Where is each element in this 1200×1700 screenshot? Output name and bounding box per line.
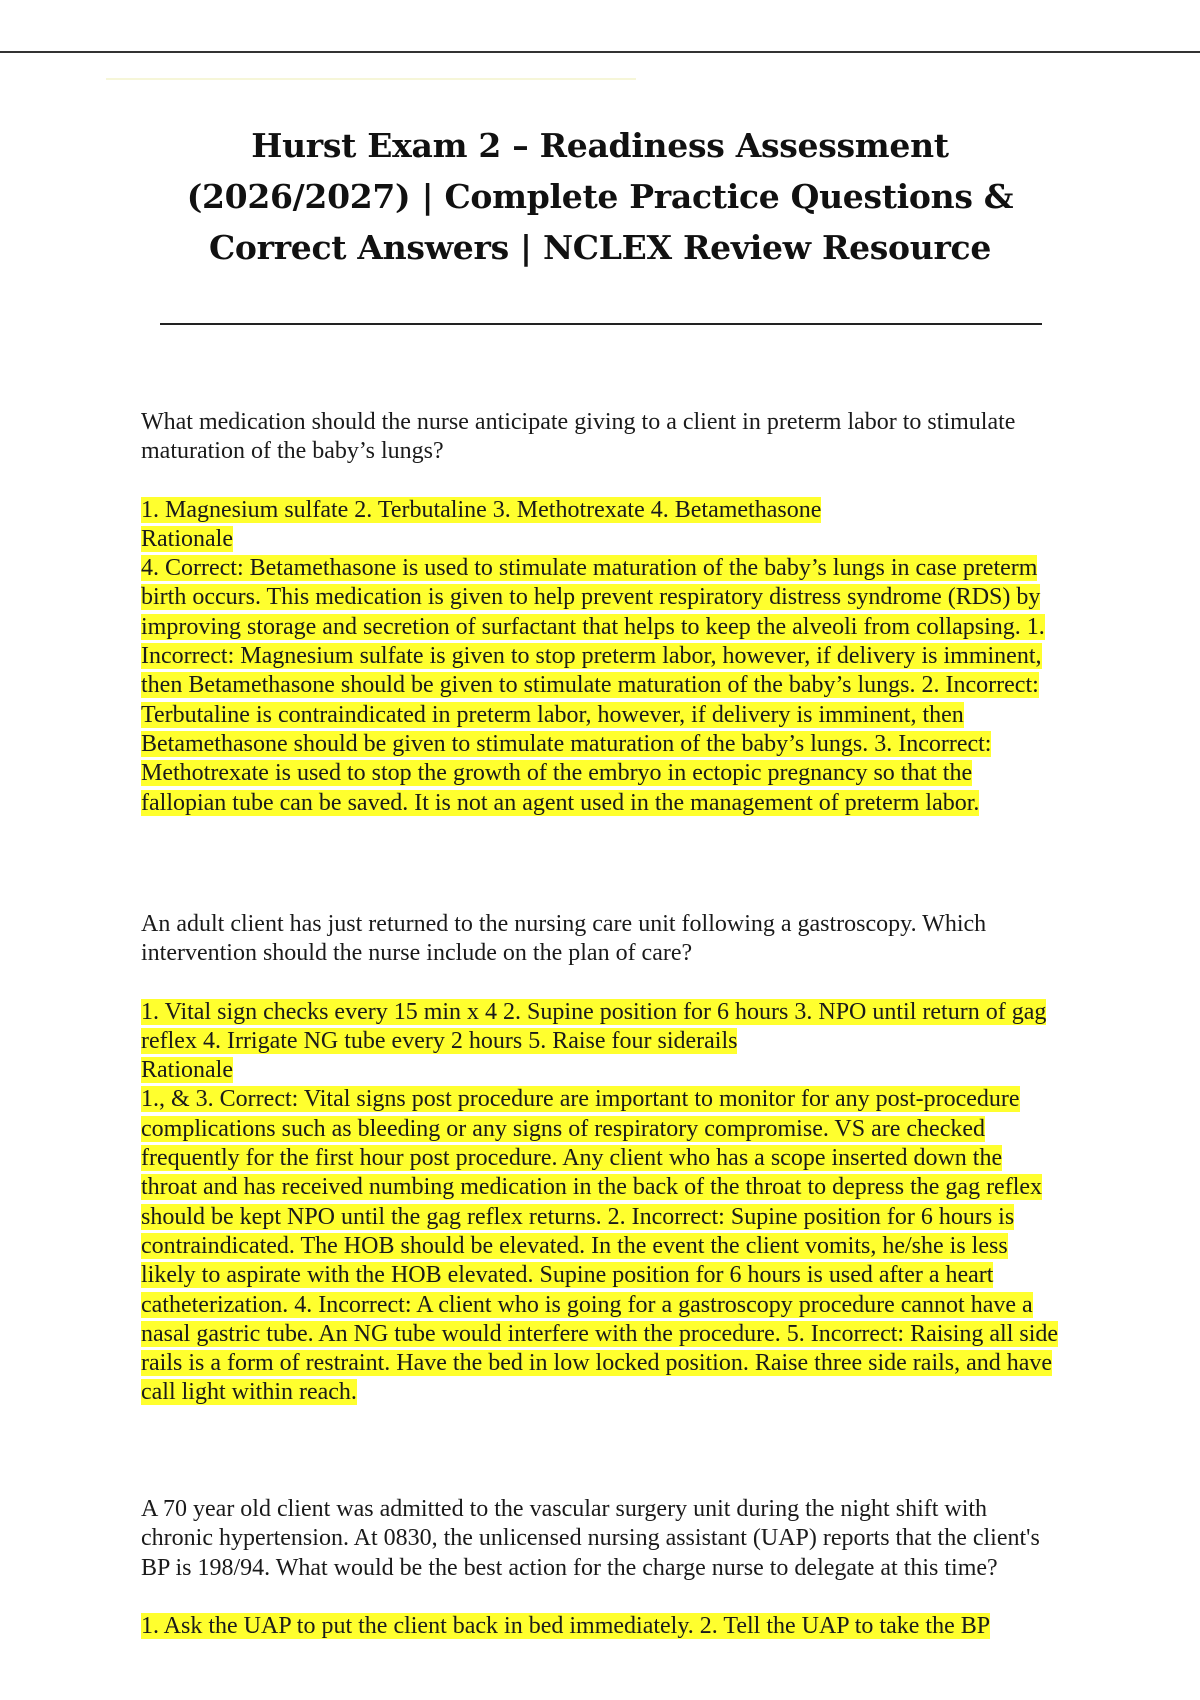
document-body [141, 408, 1061, 1641]
answer-block [141, 1612, 1061, 1641]
question-text: What medication should the nurse anticipate giving to a client in preterm labor to stimulate maturation of the baby’s lungs? [141, 409, 1016, 465]
question-text: An adult client has just returned to the nursing care unit following a gastroscopy. Which intervention should the nurse include on the plan of care? [141, 911, 987, 967]
question-text: A 70 year old client was admitted to the vascular surgery unit during the night shift with chronic hypertension. At 0830, the unlicensed nursing assistant (UAP) reports that the client's BP is 198/94. What would be the best action for the charge nurse to delegate at this time? [141, 1496, 1040, 1581]
rationale-text: 4. Correct: Betamethasone is used to stimulate maturation of the baby’s lungs in case preterm birth occurs. This medication is given to help prevent respiratory distress syndrome (RDS) by improving storage and secretion of surfactant that helps to keep the alveoli from collapsing. 1. Incorrect: Magnesium sulfate is given to stop preterm labor, however, if delivery is imminent, then Betamethasone should be given to stimulate maturation of the baby’s lungs. 2. Incorrect: Terbutaline is contraindicated in preterm labor, however, if delivery is imminent, then Betamethasone should be given to stimulate maturation of the baby’s lungs. 3. Incorrect: Methotrexate is used to stop the growth of the embryo in ectopic pregnancy so that the fallopian tube can be saved. It is not an agent used in the management of preterm labor. [141, 555, 1045, 816]
question-block-2 [141, 910, 1061, 1495]
top-border-line [0, 51, 1200, 53]
faint-highlight-line [106, 78, 636, 80]
document-title: Hurst Exam 2 – Readiness Assessment (2026/2027) | Complete Practice Questions & Correct Answers | NCLEX Review Resource [186, 126, 1014, 267]
answer-block [141, 496, 1061, 818]
rationale-label: Rationale [141, 525, 233, 552]
answer-options: 1. Vital sign checks every 15 min x 4 2. Supine position for 6 hours 3. NPO until return of gag reflex 4. Irrigate NG tube every 2 hours 5. Raise four siderails [141, 998, 1047, 1054]
rationale-text: 1., & 3. Correct: Vital signs post procedure are important to monitor for any post-procedure complications such as bleeding or any signs of respiratory compromise. VS are checked frequently for the first hour post procedure. Any client who has a scope inserted down the throat and has received numbing medication in the back of the throat to depress the gag reflex should be kept NPO until the gag reflex returns. 2. Incorrect: Supine position for 6 hours is contraindicated. The HOB should be elevated. In the event the client vomits, he/she is less likely to aspirate with the HOB elevated. Supine position for 6 hours is used after a heart catheterization. 4. Incorrect: A client who is going for a gastroscopy procedure cannot have a nasal gastric tube. An NG tube would interfere with the procedure. 5. Incorrect: Raising all side rails is a form of restraint. Have the bed in low locked position. Raise three side rails, and have call light within reach. [141, 1086, 1059, 1406]
question-block-3 [141, 1495, 1061, 1641]
answer-options: 1. Ask the UAP to put the client back in bed immediately. 2. Tell the UAP to take the BP [141, 1612, 991, 1639]
rationale-label: Rationale [141, 1057, 233, 1084]
answer-options: 1. Magnesium sulfate 2. Terbutaline 3. Methotrexate 4. Betamethasone [141, 496, 822, 523]
answer-block [141, 998, 1061, 1408]
question-block-1 [141, 408, 1061, 910]
title-divider [160, 323, 1042, 325]
